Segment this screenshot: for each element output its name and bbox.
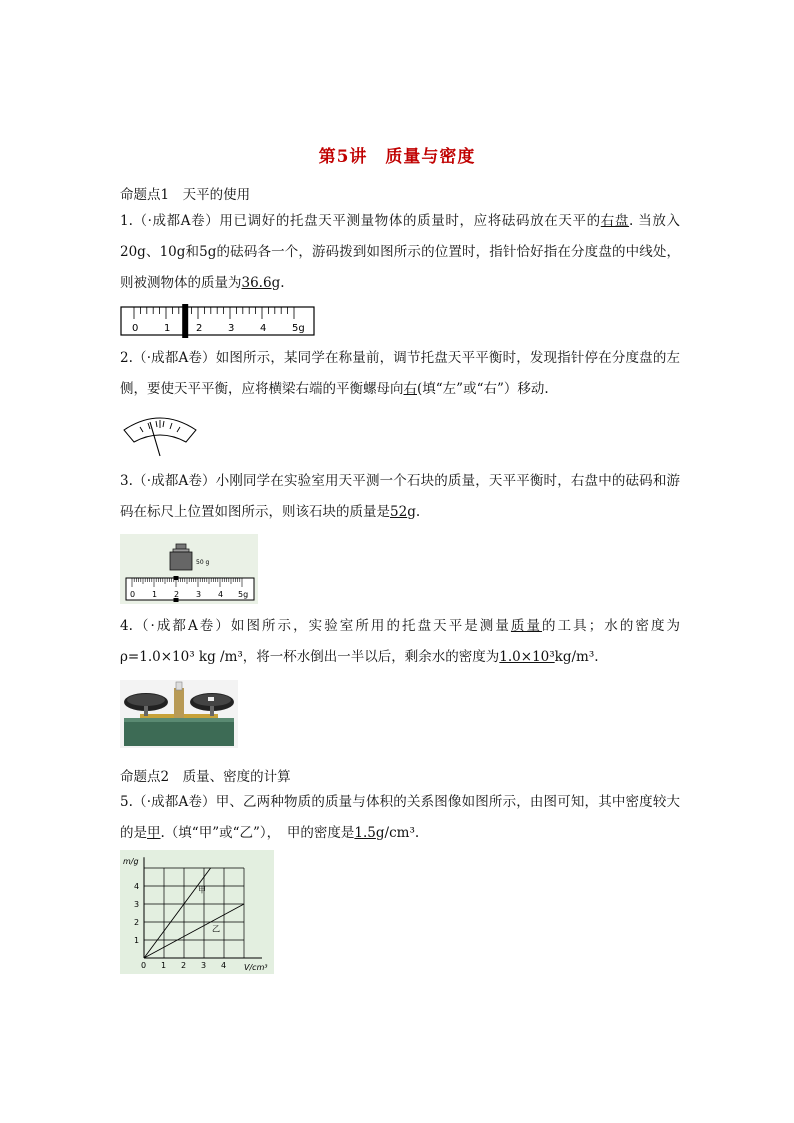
q1-text-post: g.: [271, 275, 285, 291]
series-line-jia: [144, 868, 211, 958]
dial-figure: [122, 408, 198, 458]
q3-text-pre: 3.（·成都A卷）小刚同学在实验室用天平测一个石块的质量，天平平衡时，右盘中的砝码和游码在标尺上位置如图所示，则该石块的质量是: [120, 473, 680, 520]
series-label-jia: 甲: [197, 885, 206, 895]
series-line-yi: [144, 904, 244, 958]
question-1: [120, 206, 680, 299]
q3-answer-1: 52: [390, 504, 408, 520]
q4-text-pre: 4.（·成都A卷）如图所示，实验室所用的托盘天平是测量: [120, 618, 511, 634]
q4-text-post: kg/m³.: [554, 649, 599, 665]
x-tick-label: 4: [221, 961, 227, 970]
q4-answer-2: 1.0×10³: [499, 649, 555, 665]
x-tick-label: 1: [161, 961, 167, 970]
tick2-label-3: 3: [196, 590, 202, 599]
balance-photo-icon: [120, 680, 238, 748]
tick2-label-1: 1: [152, 590, 158, 599]
rider-scale-1-svg: [120, 303, 316, 339]
question-3: [120, 466, 680, 528]
question-2: [120, 343, 680, 405]
y-tick-label: 3: [134, 900, 140, 909]
x-axis-label: V/cm³: [244, 963, 268, 972]
section-heading-1: 命题点1 天平的使用: [120, 187, 251, 203]
tick-label-0: 0: [132, 323, 139, 334]
x-tick-label: 2: [181, 961, 187, 970]
chart-svg: [120, 850, 274, 974]
q1-text-pre: 1.（·成都A卷）用已调好的托盘天平测量物体的质量时，应将砝码放在天平的: [120, 213, 601, 229]
tick2-label-0: 0: [130, 590, 136, 599]
weight-icon: [170, 544, 192, 570]
q4-text-mid: 的工具；水的密度为ρ=1.0×10³ kg /m³，将一杯水倒出一半以后，剩余水的密度为: [120, 618, 681, 665]
x-tick-label: 3: [201, 961, 207, 970]
q2-text-pre: 2.（·成都A卷）如图所示，某同学在称量前，调节托盘天平平衡时，发现指针停在分度盘的左侧，要使天平平衡，应将横梁右端的平衡螺母向: [120, 350, 680, 397]
rider-marker: [182, 304, 188, 338]
y-tick-label: 2: [134, 918, 140, 927]
series-label-yi: 乙: [212, 924, 220, 934]
balance-photo-svg: [120, 680, 238, 748]
question-4: [120, 611, 680, 673]
tick-label-3: 3: [228, 323, 235, 334]
q5-text-pre: 5.（·成都A卷）甲、乙两种物质的质量与体积的关系图像如图所示，由图可知，其中密度较大的是: [120, 794, 680, 841]
weight-and-scale-figure: [120, 534, 258, 604]
mass-volume-chart: [120, 850, 274, 974]
y-axis-label: m/g: [123, 857, 139, 866]
q4-answer-1: 质量: [510, 618, 543, 634]
tick-label-1: 1: [164, 323, 171, 334]
q3-text-post: g.: [407, 504, 421, 520]
tick-label-2: 2: [196, 323, 203, 334]
rider-scale-figure-1: [120, 303, 316, 339]
y-tick-label: 4: [134, 882, 140, 891]
q5-text-post: g/cm³.: [375, 825, 420, 841]
q5-answer-1: 甲: [147, 825, 161, 841]
balance-pillar: [174, 688, 184, 718]
q2-text-post: (填“左”或“右”）移动.: [417, 381, 549, 397]
section-heading-2: 命题点2 质量、密度的计算: [120, 769, 291, 785]
question-5: [120, 787, 680, 849]
chart-series: [144, 868, 244, 958]
q5-answer-2: 1.5: [354, 825, 376, 841]
rider-marker-2-top: [174, 576, 179, 580]
q2-answer-1: 右: [403, 381, 417, 397]
tick2-label-2: 2: [174, 590, 180, 599]
q1-text-mid: . 当放入20g、10g和5g的砝码各一个，游码拨到如图所示的位置时，指针恰好指在分度盘的中线处，则被测物体的质量为: [120, 213, 680, 291]
y-tick-label: 1: [134, 936, 140, 945]
tick2-label-4: 4: [218, 590, 224, 599]
chart-grid: [144, 868, 244, 958]
q1-answer-2: 36.6: [241, 275, 272, 291]
q5-text-mid: .（填“甲”或“乙”）， 甲的密度是: [160, 825, 355, 841]
balance-base: [124, 720, 234, 746]
weight-and-scale-svg: [120, 534, 258, 604]
tick-label-5g: 5g: [292, 323, 305, 334]
tick-label-4: 4: [260, 323, 267, 334]
x-tick-label: 0: [141, 961, 147, 970]
page-title: 第5讲 质量与密度: [318, 147, 476, 167]
q1-answer-1: 右盘: [600, 213, 630, 229]
weight-label: 50 g: [196, 559, 210, 566]
dial-svg: [122, 408, 198, 458]
tick2-label-5g: 5g: [238, 590, 249, 599]
